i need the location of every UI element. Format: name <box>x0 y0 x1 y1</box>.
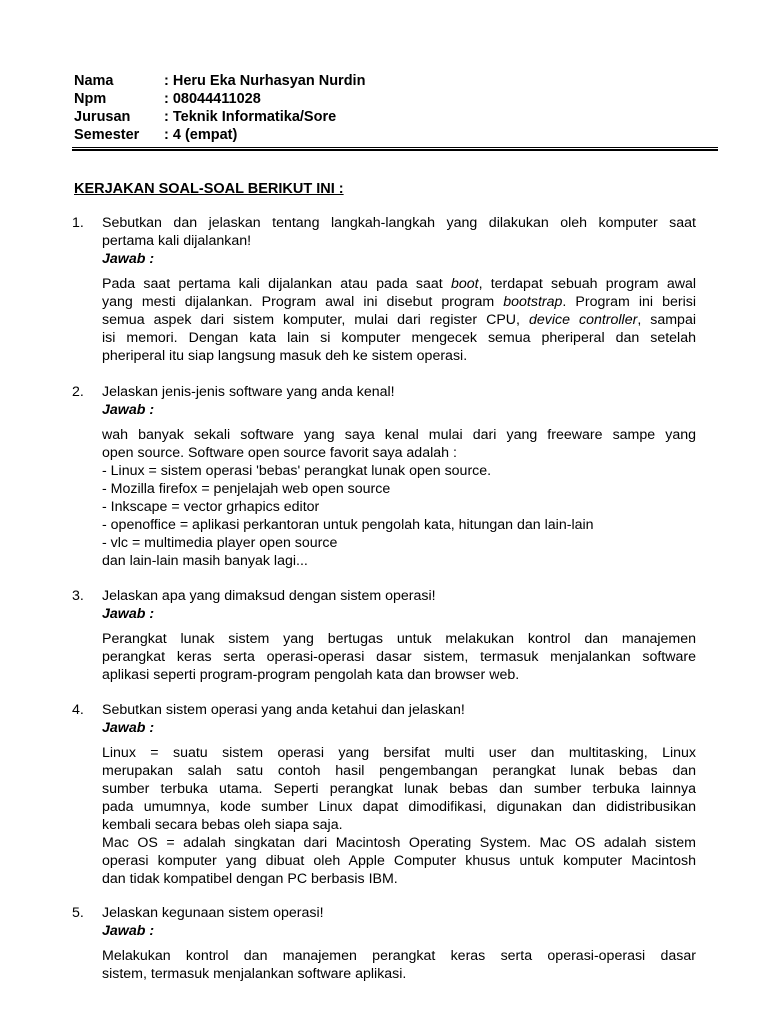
info-row-semester <box>74 126 365 144</box>
info-row-npm <box>74 90 365 108</box>
answer-label: Jawab : <box>102 606 155 622</box>
info-label: Jurusan <box>74 109 131 125</box>
header-divider-thick <box>72 149 718 151</box>
info-row-nama <box>74 72 365 90</box>
question-text: pertama kali dijalankan! <box>102 233 252 249</box>
answer-label: Jawab : <box>102 720 155 736</box>
answer-text: Linux = suatu sistem operasi yang bersifat multi user dan multitasking, Linux merupakan salah satu contoh hasil pengembangan perangkat lunak bebas dan sumber terbuka utama. Seperti perangkat lunak bebas dan sumber terbuka lainnya pada umumnya, kode sumber Linux dapat dimodifikasi, digunakan dan didistribusikan kembali secara bebas oleh siapa saja. Mac OS = adalah singkatan dari Macintosh Operating System. Mac OS adalah sistem operasi komputer yang dibuat oleh Apple Computer khusus untuk komputer Macintosh dan tidak kompatibel dengan PC berbasis IBM. <box>102 745 696 887</box>
info-label: Nama <box>74 73 114 89</box>
question-item <box>72 214 696 365</box>
question-text: Jelaskan apa yang dimaksud dengan sistem operasi! <box>102 588 436 604</box>
student-info-header <box>74 72 365 144</box>
question-number: 2. <box>72 384 84 400</box>
answer-text: wah banyak sekali software yang saya kenal mulai dari yang freeware sampe yang open source. Software open source favorit saya adalah : - Linux = sistem operasi 'bebas' perangkat lunak open source. - Mozilla firefox = penjelajah web open source - Inkscape = vector grhapics editor - openoffice = aplikasi perkantoran untuk pengolah kata, hitungan dan lain-lain - vlc = multimedia player open source dan lain-lain masih banyak lagi... <box>102 427 696 569</box>
info-value: : Teknik Informatika/Sore <box>164 109 337 125</box>
question-text: Sebutkan dan jelaskan tentang langkah-langkah yang dilakukan oleh komputer saat <box>102 215 696 231</box>
question-text: Jelaskan jenis-jenis software yang anda kenal! <box>102 384 395 400</box>
answer-text: Perangkat lunak sistem yang bertugas untuk melakukan kontrol dan manajemen perangkat keras serta operasi-operasi dasar sistem, termasuk menjalankan software aplikasi seperti program-program pengolah kata dan browser web. <box>102 631 696 683</box>
header-divider-thin <box>72 147 718 148</box>
question-item <box>72 587 696 684</box>
info-value: : Heru Eka Nurhasyan Nurdin <box>164 73 366 89</box>
question-item <box>72 383 696 570</box>
question-item <box>72 904 696 983</box>
answer-label: Jawab : <box>102 923 155 939</box>
info-row-jurusan <box>74 108 365 126</box>
answer-text: Pada saat pertama kali dijalankan atau pada saat boot, terdapat sebuah program awal yang mesti dijalankan. Program awal ini disebut program bootstrap. Program ini berisi semua aspek dari sistem komputer, mulai dari register CPU, device controller, sampai isi memori. Dengan kata lain si komputer mengecek semua pheriperal dan setelah pheriperal itu siap langsung masuk deh ke sistem operasi. <box>102 276 696 364</box>
info-value: : 08044411028 <box>164 91 261 107</box>
question-text: Jelaskan kegunaan sistem operasi! <box>102 905 324 921</box>
info-value: : 4 (empat) <box>164 127 238 143</box>
info-label: Npm <box>74 91 107 107</box>
question-item <box>72 701 696 888</box>
question-number: 3. <box>72 588 84 604</box>
question-number: 1. <box>72 215 84 231</box>
question-number: 4. <box>72 702 84 718</box>
info-label: Semester <box>74 127 140 143</box>
question-number: 5. <box>72 905 84 921</box>
answer-text: Melakukan kontrol dan manajemen perangkat keras serta operasi-operasi dasar sistem, termasuk menjalankan software aplikasi. <box>102 948 696 982</box>
instruction-heading: KERJAKAN SOAL-SOAL BERIKUT INI : <box>74 181 344 197</box>
answer-label: Jawab : <box>102 251 155 267</box>
answer-label: Jawab : <box>102 402 155 418</box>
question-text: Sebutkan sistem operasi yang anda ketahui dan jelaskan! <box>102 702 465 718</box>
